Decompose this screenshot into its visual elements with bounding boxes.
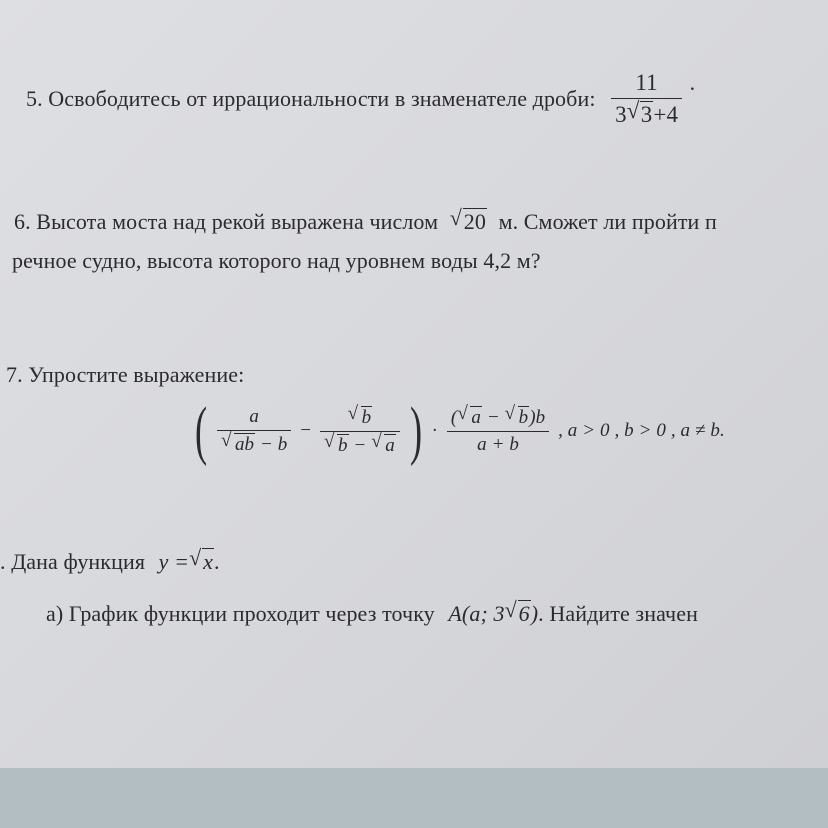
task-6-radical: √ 20 xyxy=(449,205,486,234)
radical-icon: √ xyxy=(323,430,335,452)
task-5-radical: √ 3 xyxy=(626,98,653,127)
task-7-title: 7. Упростите выражение: xyxy=(6,362,245,387)
left-paren: ( xyxy=(194,394,208,467)
radical-icon: √ xyxy=(457,403,468,424)
task-5-numerator: 11 xyxy=(635,70,658,95)
task-5-period: . xyxy=(689,70,696,95)
task-5-text: 5. Освободитесь от иррациональности в знаменателе дроби: xyxy=(26,86,596,111)
task-6-line-2 xyxy=(12,248,541,274)
task-7-fraction-1: a √ ab − b xyxy=(217,406,291,456)
task-6-line-1 xyxy=(14,205,717,235)
task-7-minus: − xyxy=(300,420,312,441)
task-8-point: A(a; 3 √ 6) xyxy=(448,597,539,626)
task-7-fraction-3: ( √ a − √ b)b a + b xyxy=(447,406,549,456)
radical-icon: √ xyxy=(449,205,462,230)
radical-icon: √ xyxy=(220,430,232,451)
task-7-fraction-2: √ b √ b − √ a xyxy=(320,406,400,457)
task-7-dot: · xyxy=(431,420,439,441)
right-paren: ) xyxy=(409,394,422,467)
task-8-function: y = √ x xyxy=(158,545,213,574)
task-8-title: . Дана функция y = √ x. xyxy=(0,545,220,574)
background-surface xyxy=(0,768,828,828)
task-6-text-post: м. Сможет ли пройти п xyxy=(498,209,717,234)
radical-icon: √ xyxy=(626,98,640,123)
radical-icon: √ xyxy=(347,402,359,424)
task-5 xyxy=(26,70,695,128)
task-8-part-a: а) График функции проходит через точку A(a; 3 √ 6). Найдите значен xyxy=(46,597,698,626)
radical-icon: √ xyxy=(371,430,382,452)
task-6-text-pre: 6. Высота моста над рекой выражена числом xyxy=(14,209,439,234)
radical-icon: √ xyxy=(189,545,202,570)
task-5-denominator: 3 √ 3+4 xyxy=(611,98,682,128)
radical-icon: √ xyxy=(504,403,516,424)
task-5-fraction xyxy=(611,70,682,128)
task-7-conditions: , a > 0 , b > 0 , a ≠ b. xyxy=(558,420,725,441)
radical-icon: √ xyxy=(504,597,517,622)
task-6-text-line-2: речное судно, высота которого над уровнем воды 4,2 м? xyxy=(12,248,541,273)
task-7-expression xyxy=(190,394,725,467)
